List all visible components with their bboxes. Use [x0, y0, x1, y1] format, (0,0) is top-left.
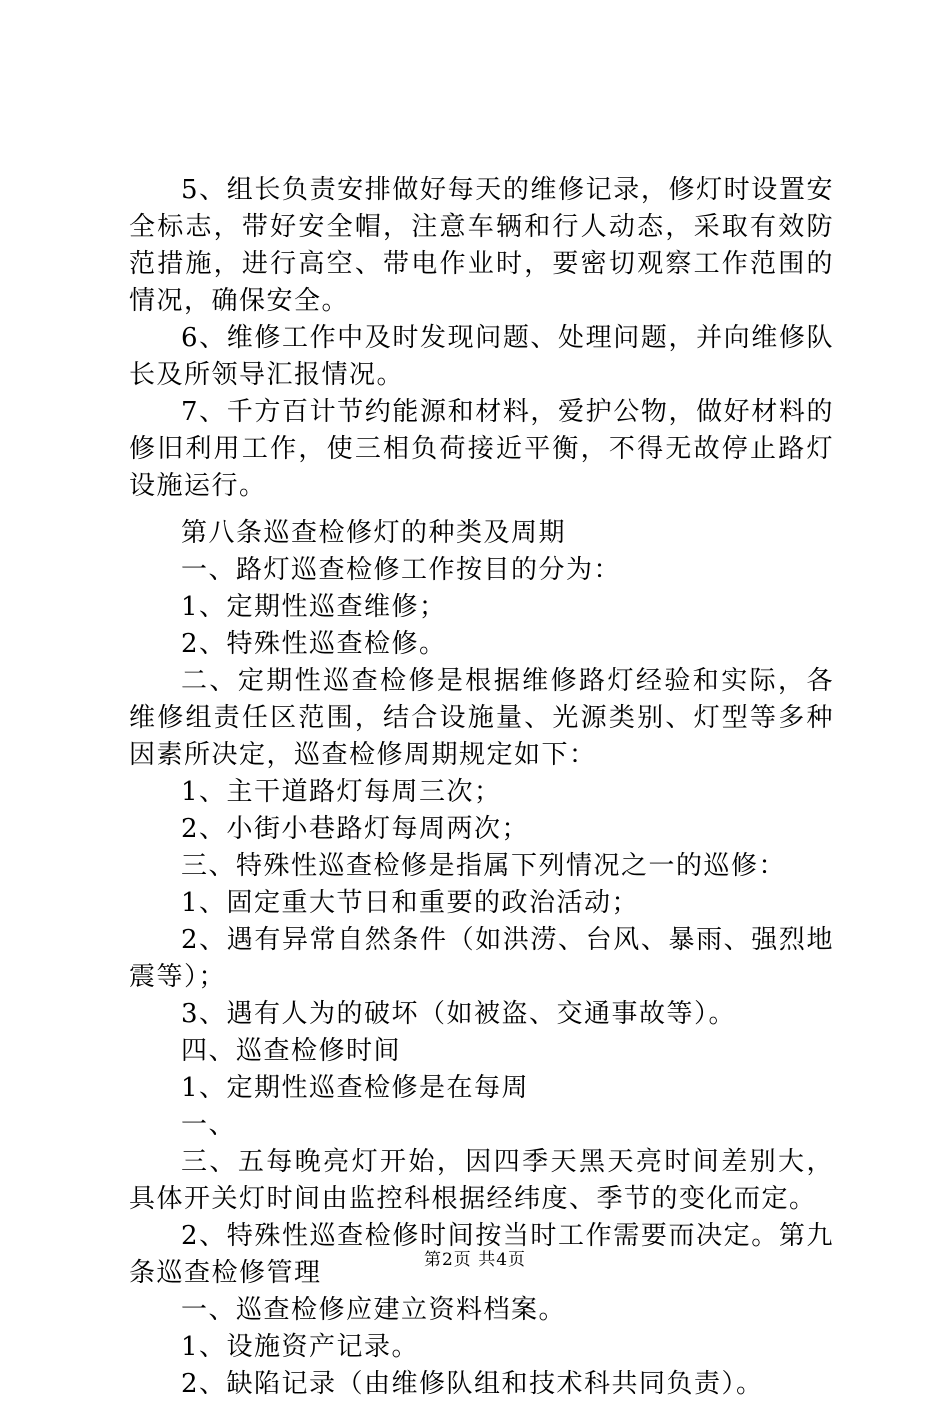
section-gap	[129, 505, 834, 515]
paragraph: 2、遇有异常自然条件（如洪涝、台风、暴雨、强烈地震等）；	[129, 925, 834, 992]
paragraph: 3、遇有人为的破坏（如被盗、交通事故等）。	[181, 999, 737, 1029]
paragraph: 2、特殊性巡查检修。	[181, 629, 447, 659]
section-heading: 第八条巡查检修灯的种类及周期	[181, 518, 567, 548]
paragraph: 1、定期性巡查维修；	[181, 592, 447, 622]
paragraph: 2、小街小巷路灯每周两次；	[181, 814, 530, 844]
paragraph: 一、巡查检修应建立资料档案。	[181, 1295, 567, 1325]
paragraph: 三、特殊性巡查检修是指属下列情况之一的巡修：	[181, 851, 787, 881]
paragraph: 6、维修工作中及时发现问题、处理问题，并向维修队长及所领导汇报情况。	[129, 323, 834, 390]
paragraph: 1、主干道路灯每周三次；	[181, 777, 502, 807]
paragraph: 1、设施资产记录。	[181, 1332, 420, 1362]
paragraph: 三、五每晚亮灯开始，因四季天黑天亮时间差别大，具体开关灯时间由监控科根据经纬度、季节的变化而定。	[129, 1147, 834, 1214]
paragraph: 一、路灯巡查检修工作按目的分为：	[181, 555, 622, 585]
document-body	[129, 172, 834, 1403]
paragraph: 二、定期性巡查检修是根据维修路灯经验和实际，各维修组责任区范围，结合设施量、光源类别、灯型等多种因素所决定，巡查检修周期规定如下：	[129, 666, 834, 770]
paragraph: 5、组长负责安排做好每天的维修记录，修灯时设置安全标志，带好安全帽，注意车辆和行人动态，采取有效防范措施，进行高空、带电作业时，要密切观察工作范围的情况，确保安全。	[129, 175, 834, 316]
paragraph: 2、缺陷记录（由维修队组和技术科共同负责）。	[181, 1369, 764, 1399]
page-number-footer: 第2页 共4页	[423, 1250, 527, 1270]
paragraph: 1、定期性巡查检修是在每周	[181, 1073, 530, 1103]
paragraph: 一、	[181, 1110, 237, 1140]
paragraph: 7、千方百计节约能源和材料，爱护公物，做好材料的修旧利用工作，使三相负荷接近平衡，不得无故停止路灯设施运行。	[129, 397, 834, 501]
paragraph: 1、固定重大节日和重要的政治活动；	[181, 888, 640, 918]
paragraph: 四、巡查检修时间	[181, 1036, 402, 1066]
paragraph: 2、特殊性巡查检修时间按当时工作需要而决定。第九条巡查检修管理	[129, 1221, 834, 1288]
